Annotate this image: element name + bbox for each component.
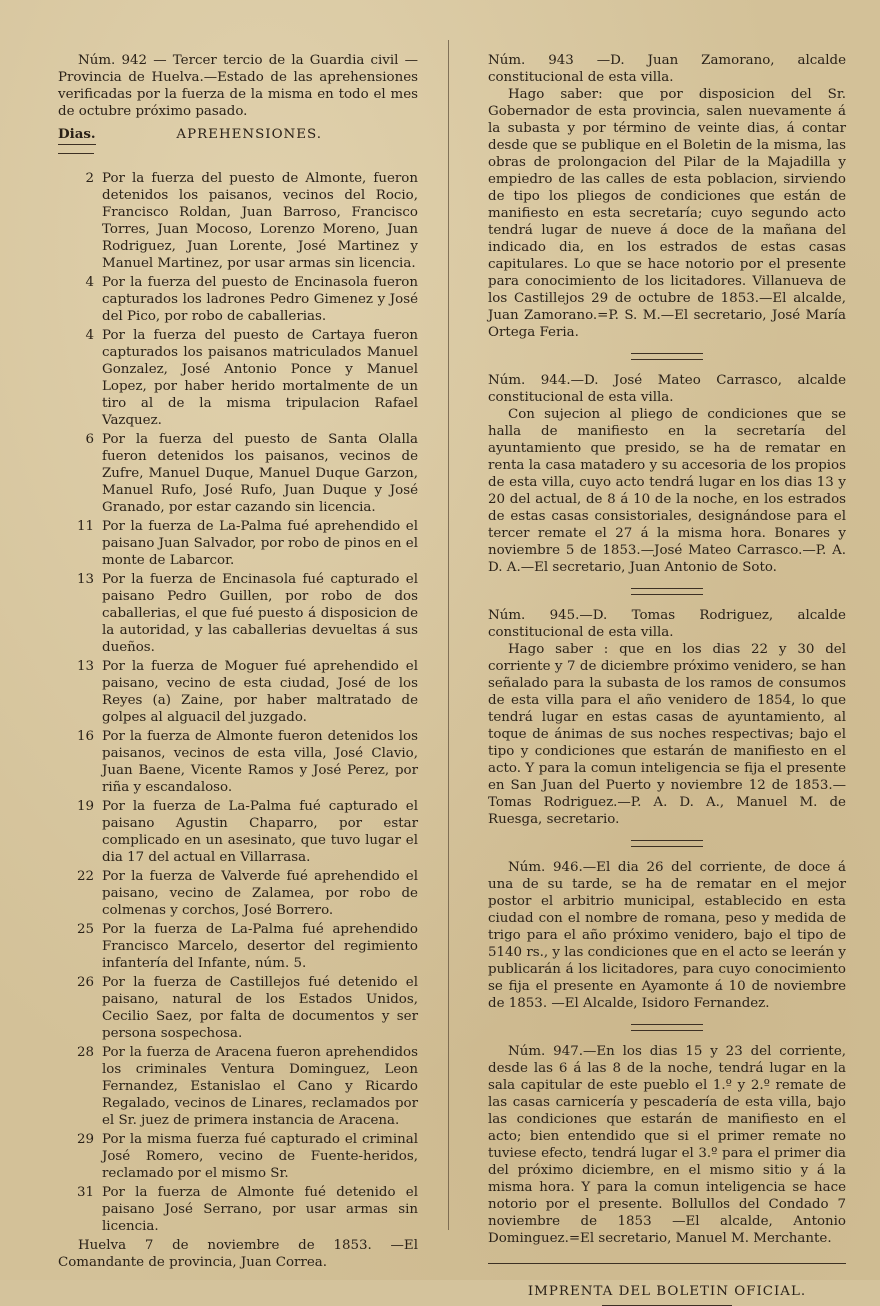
- notice-title: Núm. 944.—D. José Mateo Carrasco, alcalde constitucional de esta villa.: [488, 373, 846, 405]
- column-divider: [448, 40, 449, 1230]
- apprehension-entry: [58, 974, 418, 1042]
- notice-title: Núm. 945.—D. Tomas Rodriguez, alcalde constitucional de esta villa.: [488, 608, 846, 640]
- apprehension-entry: [58, 728, 418, 796]
- notice-separator: [631, 588, 703, 595]
- report-header: Núm. 942 — Tercer tercio de la Guardia civil — Provincia de Huelva.—Estado de las aprehensiones verificadas por la fuerza de la misma en todo el mes de octubre próximo pasado.: [58, 53, 418, 119]
- entry-day: 13: [76, 572, 94, 587]
- apprehension-entry: [58, 798, 418, 866]
- notice-separator: [631, 353, 703, 360]
- report-closing: Huelva 7 de noviembre de 1853. —El Comandante de provincia, Juan Correa.: [58, 1238, 418, 1270]
- apprehension-entry: [58, 518, 418, 569]
- entry-day: 31: [76, 1185, 94, 1200]
- entry-text: Por la fuerza de Castillejos fué detenido el paisano, natural de los Estados Unidos, Cecilio Saez, por falta de documentos y ser persona sospechosa.: [102, 975, 418, 1041]
- apprehension-entry: [58, 327, 418, 429]
- apprehension-entry: [58, 1131, 418, 1182]
- library-watermark-icon: [736, 1216, 856, 1250]
- notice-text: Núm. 946.—El dia 26 del corriente, de doce á una de su tarde, se ha de rematar en el mejor postor el arbitrio municipal, establecido en esta ciudad con el nombre de romana, peso y medida de trigo para el año próximo venidero, bajo el tipo de 5140 rs., y las condiciones que en el acto se leerán y publicarán á los licitadores, para cuyo conocimiento se fija el presente en Ayamonte á 10 de noviembre de 1853. —El Alcalde, Isidoro Fernandez.: [488, 860, 846, 1011]
- entry-text: Por la fuerza de Moguer fué aprehendido el paisano, vecino de esta ciudad, José de los Reyes (a) Zaine, por haber maltratado de golpes al alguacil del juzgado.: [102, 659, 418, 725]
- notice-946: [488, 859, 846, 1012]
- entry-day: 25: [76, 922, 94, 937]
- footer-rule: [488, 1263, 846, 1264]
- entry-text: Por la fuerza de La-Palma fué aprehendido Francisco Marcelo, desertor del regimiento infantería del Infante, núm. 5.: [102, 922, 418, 971]
- notice-943: [488, 52, 846, 341]
- entry-text: Por la fuerza de Almonte fueron detenidos los paisanos, vecinos de esta villa, José Clavio, Juan Baene, Vicente Ramos y José Perez, por riña y escandaloso.: [102, 729, 418, 795]
- entry-day: 2: [85, 171, 94, 186]
- notice-944: [488, 372, 846, 576]
- apprehension-entry: [58, 658, 418, 726]
- entry-day: 6: [85, 432, 94, 447]
- notice-title: Núm. 943 —D. Juan Zamorano, alcalde constitucional de esta villa.: [488, 53, 846, 85]
- entries-list: [58, 170, 418, 1235]
- right-column: [488, 52, 846, 1306]
- entry-text: Por la fuerza del puesto de Almonte, fueron detenidos los paisanos, vecinos del Rocio, Francisco Roldan, Juan Barroso, Francisco Torres, Juan Mocoso, Lorenzo Moreno, Juan Rodriguez, Juan Lorente, José Martinez y Manuel Martinez, por usar armas sin licencia.: [102, 171, 418, 271]
- table-header: [58, 126, 418, 145]
- entry-day: 4: [85, 275, 94, 290]
- apprehension-entry: [58, 1044, 418, 1129]
- entry-day: 22: [76, 869, 94, 884]
- entry-day: 11: [76, 519, 94, 534]
- entry-text: Por la fuerza de La-Palma fué capturado el paisano Agustin Chaparro, por estar complicado en un asesinato, que tuvo lugar el dia 17 del actual en Villarrasa.: [102, 799, 418, 865]
- entry-text: Por la fuerza de Almonte fué detenido el paisano José Serrano, por usar armas sin licencia.: [102, 1185, 418, 1234]
- apprehension-entry: [58, 1184, 418, 1235]
- entry-text: Por la fuerza de Aracena fueron aprehendidos los criminales Ventura Dominguez, Leon Fernandez, Estanislao el Cano y Ricardo Regalado, vecinos de Linares, reclamados por el Sr. juez de primera instancia de Aracena.: [102, 1045, 418, 1128]
- notice-text: Hago saber: que por disposicion del Sr. Gobernador de esta provincia, salen nuevamente á la subasta y por término de veinte dias, á contar desde que se publique en el Boletin de la misma, las obras de prolongacion del Pilar de la Majadilla y empiedro de las calles de esta poblacion, sirviendo de tipo los pliegos de condiciones que están de manifiesto en esta secretaría; cuyo segundo acto tendrá lugar de nueve á doce de la mañana del indicado dia, en los estrados de estas casas capitulares. Lo que se hace notorio por el presente para conocimiento de los licitadores. Villanueva de los Castillejos 29 de octubre de 1853.—El alcalde, Juan Zamorano.=P. S. M.—El secretario, José María Ortega Feria.: [488, 87, 846, 340]
- left-column: [58, 52, 418, 1271]
- notice-text: Con sujecion al pliego de condiciones que se halla de manifiesto en la secretaría del ayuntamiento que presido, se ha de rematar en renta la casa matadero y su accesoria de los propios de esta villa, cuyo acto tendrá lugar en los dias 13 y 20 del actual, de 8 á 10 de la noche, en los estrados de estas casas consistoriales, designándose para el tercer remate el 27 á la misma hora. Bonares y noviembre 5 de 1853.—José Mateo Carrasco.—P. A. D. A.—El secretario, Juan Antonio de Soto.: [488, 407, 846, 575]
- entry-day: 26: [76, 975, 94, 990]
- printer-imprint: IMPRENTA DEL BOLETIN OFICIAL.: [527, 1284, 807, 1299]
- header-rule: [58, 153, 94, 154]
- section-title: APREHENSIONES.: [176, 127, 322, 142]
- entry-text: Por la fuerza del puesto de Santa Olalla fueron detenidos los paisanos, vecinos de Zufre, Manuel Duque, Manuel Duque Garzon, Manuel Rufo, José Rufo, Juan Duque y José Granado, por estar cazando sin licencia.: [102, 432, 418, 515]
- entry-day: 19: [76, 799, 94, 814]
- notice-text: Núm. 947.—En los dias 15 y 23 del corriente, desde las 6 á las 8 de la noche, tendrá lugar en la sala capitular de este pueblo el 1.º y 2.º remate de las casas carnicería y pescadería de esta villa, bajo las condiciones que estarán de manifiesto en el acto; bien entendido que si el primer remate no tuviese efecto, tendrá lugar el 3.º para el primer dia del próximo diciembre, en el mismo sitio y á la misma hora. Y para la comun inteligencia se hace notorio por el presente. Bollullos del Condado 7 noviembre de 1853 —El alcalde, Antonio Dominguez.=El secretario, Manuel M. Merchante.: [488, 1044, 846, 1246]
- entry-text: Por la misma fuerza fué capturado el criminal José Romero, vecino de Fuente-heridos, reclamado por el mismo Sr.: [102, 1132, 418, 1181]
- apprehension-entry: [58, 431, 418, 516]
- notice-separator: [631, 840, 703, 847]
- entry-text: Por la fuerza del puesto de Encinasola fueron capturados los ladrones Pedro Gimenez y José del Pico, por robo de caballerias.: [102, 275, 418, 324]
- entry-text: Por la fuerza del puesto de Cartaya fueron capturados los paisanos matriculados Manuel Gonzalez, José Antonio Ponce y Manuel Lopez, por haber herido mortalmente de un tiro al de la misma tripulacion Rafael Vazquez.: [102, 328, 418, 428]
- entry-day: 28: [76, 1045, 94, 1060]
- apprehension-entry: [58, 921, 418, 972]
- notice-945: [488, 607, 846, 828]
- entry-day: 16: [76, 729, 94, 744]
- apprehension-entry: [58, 571, 418, 656]
- entry-text: Por la fuerza de Encinasola fué capturado el paisano Pedro Guillen, por robo de dos caballerias, el que fué puesto á disposicion de la autoridad, y las caballerias devueltas á sus dueños.: [102, 572, 418, 655]
- entry-day: 29: [76, 1132, 94, 1147]
- entry-text: Por la fuerza de Valverde fué aprehendido el paisano, vecino de Zalamea, por robo de colmenas y corchos, José Borrero.: [102, 869, 418, 918]
- notice-separator: [631, 1024, 703, 1031]
- apprehension-entry: [58, 868, 418, 919]
- days-label: Dias.: [58, 126, 96, 145]
- entry-text: Por la fuerza de La-Palma fué aprehendido el paisano Juan Salvador, por robo de pinos en el monte de Labarcor.: [102, 519, 418, 568]
- apprehension-entry: [58, 274, 418, 325]
- entry-day: 13: [76, 659, 94, 674]
- notice-text: Hago saber : que en los dias 22 y 30 del corriente y 7 de diciembre próximo venidero, se han señalado para la subasta de los ramos de consumos de esta villa para el año venidero de 1854, lo que tendrá lugar en estas casas de ayuntamiento, al toque de ánimas de sus noches respectivas; bajo el tipo y condiciones que estarán de manifiesto en el acto. Y para la comun inteligencia se fija el presente en San Juan del Puerto y noviembre 12 de 1853.—Tomas Rodriguez.—P. A. D. A., Manuel M. de Ruesga, secretario.: [488, 642, 846, 827]
- entry-day: 4: [85, 328, 94, 343]
- apprehension-entry: [58, 170, 418, 272]
